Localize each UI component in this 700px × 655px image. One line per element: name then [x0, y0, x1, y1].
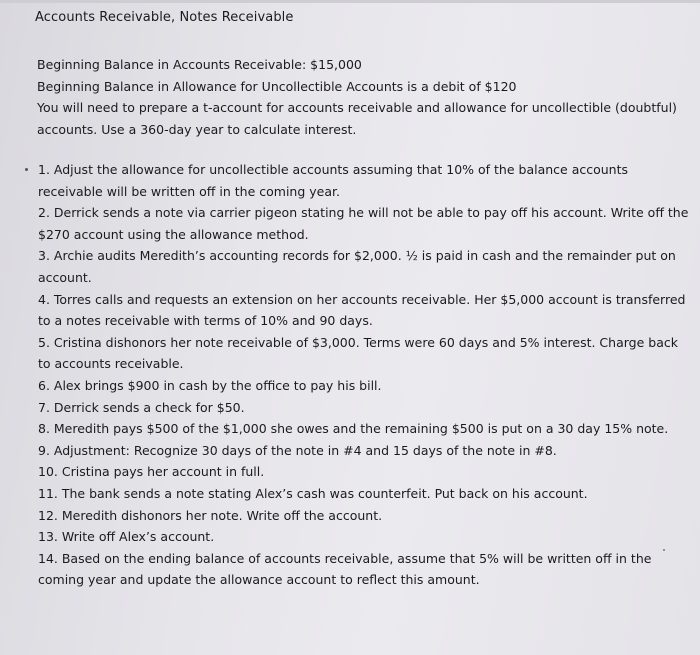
list-item: 13. Write off Alex’s account.	[38, 529, 215, 545]
transaction-list	[38, 159, 693, 591]
list-item: 6. Alex brings $900 in cash by the office to pay his bill.	[38, 377, 382, 393]
list-item: 9. Adjustment: Recognize 30 days of the note in #4 and 15 days of the note in #8.	[38, 442, 557, 458]
list-item: 10. Cristina pays her account in full.	[38, 464, 265, 480]
list-item: 7. Derrick sends a check for $50.	[38, 399, 245, 415]
list-item: 14. Based on the ending balance of accounts receivable, assume that 5% will be written off in the coming year and update the allowance account to reflect this amount.	[38, 550, 652, 588]
list-item: 5. Cristina dishonors her note receivable of $3,000. Terms were 60 days and 5% interest. Charge back to accounts receivable.	[38, 334, 678, 372]
list-item: 12. Meredith dishonors her note. Write off the account.	[38, 507, 383, 523]
stray-dot-icon	[663, 549, 665, 551]
list-item: 4. Torres calls and requests an extension on her accounts receivable. Her $5,000 account is transferred to a notes receivable with terms of 10% and 90 days.	[38, 291, 686, 329]
bullet-dot-icon	[25, 168, 28, 171]
instructions-text: You will need to prepare a t-account for accounts receivable and allowance for uncollectible (doubtful) accounts. Use a 360-day year to calculate interest.	[37, 100, 677, 137]
list-item: 11. The bank sends a note stating Alex’s cash was counterfeit. Put back on his account.	[38, 485, 588, 501]
list-item: 3. Archie audits Meredith’s accounting records for $2,000. ½ is paid in cash and the remainder put on account.	[38, 248, 676, 285]
list-item: 8. Meredith pays $500 of the $1,000 she owes and the remaining $500 is put on a 30 day 15% note.	[38, 421, 669, 437]
top-edge-divider	[0, 0, 700, 3]
intro-section	[37, 54, 692, 140]
list-item: 2. Derrick sends a note via carrier pigeon stating he will not be able to pay off his account. Write off the $270 account using the allowance method.	[38, 205, 689, 242]
list-item: 1. Adjust the allowance for uncollectible accounts assuming that 10% of the balance accounts receivable will be written off in the coming year.	[38, 162, 629, 199]
document-title: Accounts Receivable, Notes Receivable	[35, 10, 294, 25]
ar-beginning-balance: Beginning Balance in Accounts Receivable: $15,000	[37, 57, 362, 72]
allowance-beginning-balance: Beginning Balance in Allowance for Uncollectible Accounts is a debit of $120	[37, 78, 517, 94]
